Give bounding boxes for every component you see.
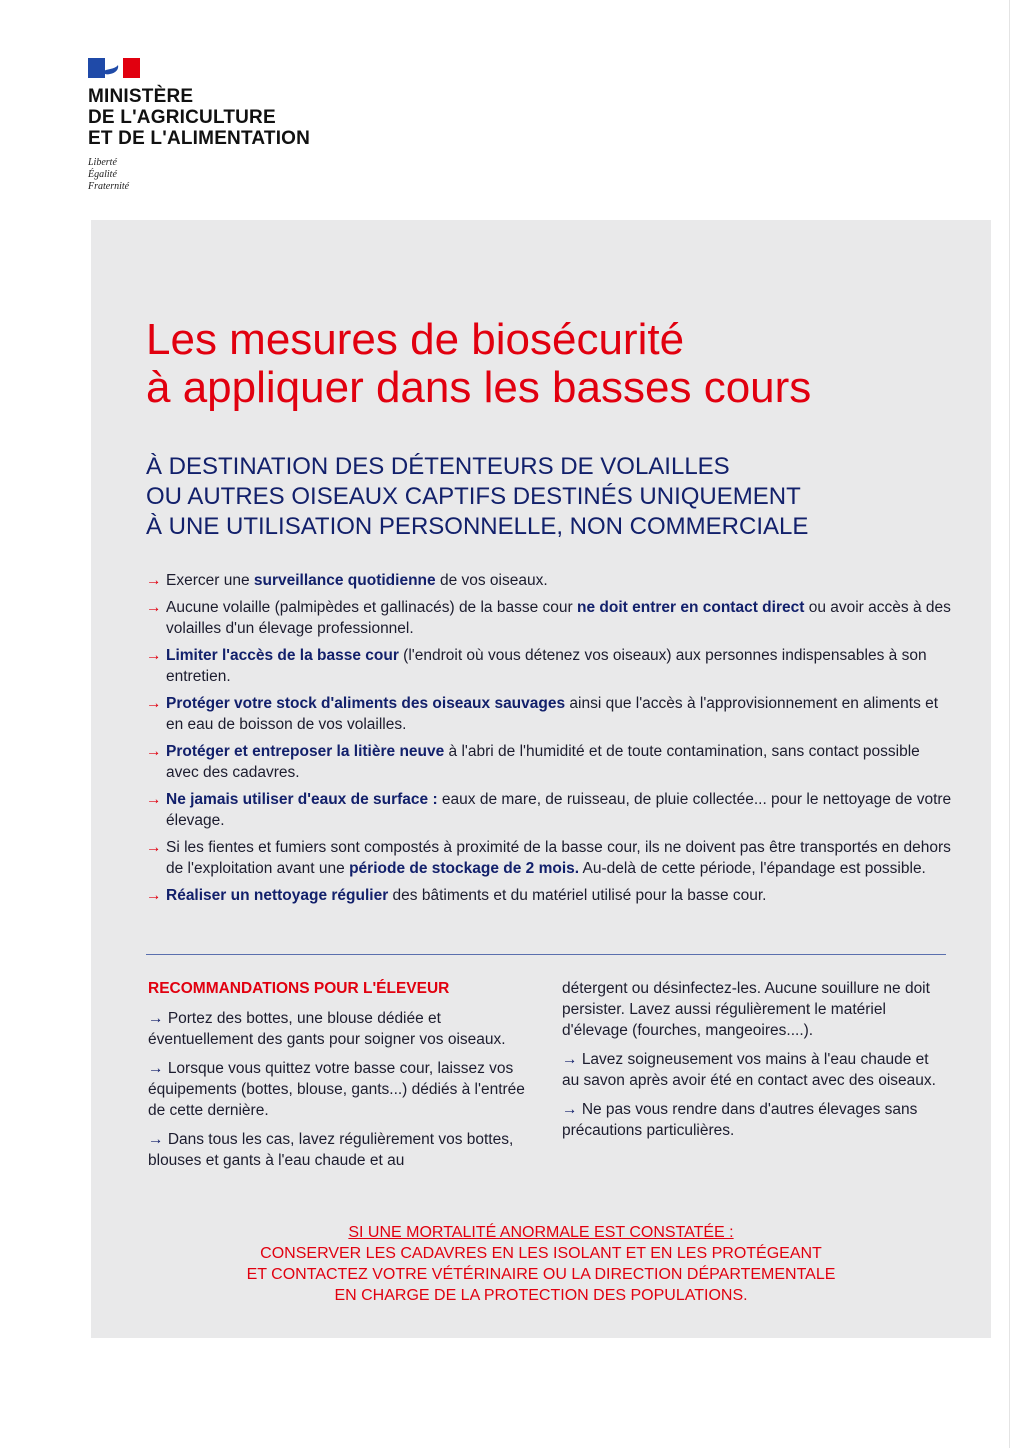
- scan-edge-line: [1009, 0, 1010, 1448]
- measure-text: des bâtiments et du matériel utilisé pour la basse cour.: [388, 887, 767, 904]
- measure-item: [146, 789, 956, 831]
- poster-title: [146, 316, 811, 412]
- measure-bold: Réaliser un nettoyage régulier: [166, 887, 389, 904]
- section-divider: [146, 954, 946, 955]
- measure-item: [146, 570, 956, 591]
- measure-bold: Protéger votre stock d'aliments des oiseaux sauvages: [166, 695, 566, 712]
- recommendation-item: [148, 1129, 528, 1171]
- alert-line: ET CONTACTEZ VOTRE VÉTÉRINAIRE OU LA DIRECTION DÉPARTEMENTALE: [246, 1266, 836, 1283]
- measure-text: à l'abri de l'humidité et de toute contamination, sans contact possible avec des cadavres.: [166, 743, 920, 781]
- motto-line: Égalité: [88, 169, 117, 180]
- motto-line: Fraternité: [88, 181, 130, 192]
- recommendation-item: [148, 1058, 528, 1121]
- motto-line: Liberté: [88, 157, 117, 168]
- measure-text: (l'endroit où vous détenez vos oiseaux) aux personnes indispensables à son entretien.: [166, 647, 927, 685]
- recommendations-right-column: [562, 978, 942, 1149]
- measure-bold: Ne jamais utiliser d'eaux de surface :: [166, 791, 438, 808]
- arrow-right-icon: →: [146, 599, 162, 616]
- measure-text: eaux de mare, de ruisseau, de pluie collectée... pour le nettoyage de votre élevage.: [166, 791, 952, 829]
- measure-text: Exercer une: [166, 572, 254, 589]
- recommendation-text: Ne pas vous rendre dans d'autres élevages sans précautions particulières.: [562, 1101, 918, 1139]
- marianne-flag-icon: [88, 58, 140, 78]
- poster-subtitle: [146, 452, 808, 542]
- measure-item: [146, 837, 956, 879]
- arrow-right-icon: →: [148, 1060, 164, 1077]
- recommendation-item: [148, 1008, 528, 1050]
- arrow-right-icon: →: [148, 1010, 164, 1027]
- recommendation-text: Dans tous les cas, lavez régulièrement vos bottes, blouses et gants à l'eau chaude et au: [148, 1131, 514, 1169]
- measure-text: ou avoir accès à des volailles d'un élevage professionnel.: [166, 599, 951, 637]
- mortality-alert: [91, 1222, 991, 1306]
- measure-text: de vos oiseaux.: [435, 572, 548, 589]
- measure-bold: ne doit entrer en contact direct: [577, 599, 805, 616]
- arrow-right-icon: →: [146, 743, 162, 760]
- recommendation-text: Portez des bottes, une blouse dédiée et éventuellement des gants pour soigner vos oiseaux.: [148, 1010, 506, 1048]
- poster-panel: [91, 220, 991, 1338]
- measure-bold: période de stockage de 2 mois.: [349, 860, 580, 877]
- arrow-right-icon: →: [146, 839, 162, 856]
- measure-bold: surveillance quotidienne: [253, 572, 436, 589]
- ministry-name-line: MINISTÈRE: [88, 86, 194, 107]
- title-line: Les mesures de biosécurité: [146, 315, 685, 364]
- recommendation-item: [562, 1049, 942, 1091]
- measures-list: [146, 570, 956, 912]
- recommendations-left-column: [148, 978, 528, 1179]
- alert-line: EN CHARGE DE LA PROTECTION DES POPULATIONS.: [334, 1287, 748, 1304]
- subtitle-line: OU AUTRES OISEAUX CAPTIFS DESTINÉS UNIQUEMENT: [146, 483, 801, 510]
- ministry-name-line: ET DE L'ALIMENTATION: [88, 128, 311, 149]
- recommendation-text: Lorsque vous quittez votre basse cour, laissez vos équipements (bottes, blouse, gants...) dédiés à l'entrée de cette dernière.: [148, 1060, 525, 1119]
- measure-item: [146, 885, 956, 906]
- alert-title: SI UNE MORTALITÉ ANORMALE EST CONSTATÉE :: [348, 1224, 734, 1241]
- arrow-right-icon: →: [146, 791, 162, 808]
- arrow-right-icon: →: [146, 647, 162, 664]
- measure-item: [146, 645, 956, 687]
- measure-text: Au-delà de cette période, l'épandage est possible.: [579, 860, 926, 877]
- measure-bold: Protéger et entreposer la litière neuve: [166, 743, 445, 760]
- arrow-right-icon: →: [146, 887, 162, 904]
- title-line: à appliquer dans les basses cours: [146, 363, 812, 412]
- alert-line: CONSERVER LES CADAVRES EN LES ISOLANT ET EN LES PROTÉGEANT: [260, 1245, 822, 1262]
- measure-text: Aucune volaille (palmipèdes et gallinacés) de la basse cour: [166, 599, 577, 616]
- recommendation-item: [562, 1099, 942, 1141]
- recommendation-text: Lavez soigneusement vos mains à l'eau chaude et au savon après avoir été en contact avec des oiseaux.: [562, 1051, 936, 1089]
- subtitle-line: À UNE UTILISATION PERSONNELLE, NON COMMERCIALE: [146, 513, 809, 540]
- measure-bold: Limiter l'accès de la basse cour: [166, 647, 399, 664]
- arrow-right-icon: →: [146, 572, 162, 589]
- arrow-right-icon: →: [146, 695, 162, 712]
- arrow-right-icon: →: [148, 1131, 164, 1148]
- republic-motto: [88, 157, 310, 193]
- recommendations-title: RECOMMANDATIONS POUR L'ÉLEVEUR: [148, 980, 450, 997]
- ministry-name-line: DE L'AGRICULTURE: [88, 107, 276, 128]
- measure-item: [146, 597, 956, 639]
- arrow-right-icon: →: [562, 1051, 578, 1068]
- measure-text: ainsi que l'accès à l'approvisionnement en aliments et en eau de boisson de vos volailles.: [166, 695, 939, 733]
- arrow-right-icon: →: [562, 1101, 578, 1118]
- measure-item: [146, 693, 956, 735]
- ministry-logo: [88, 58, 310, 193]
- measure-item: [146, 741, 956, 783]
- recommendation-continuation: détergent ou désinfectez-les. Aucune souillure ne doit persister. Lavez aussi régulièrement le matériel d'élevage (fourches, mangeoires....).: [562, 980, 930, 1039]
- measure-text: Si les fientes et fumiers sont compostés à proximité de la basse cour, ils ne doivent pas être transportés en dehors de l'exploitation avant une: [166, 839, 951, 877]
- subtitle-line: À DESTINATION DES DÉTENTEURS DE VOLAILLES: [146, 453, 730, 480]
